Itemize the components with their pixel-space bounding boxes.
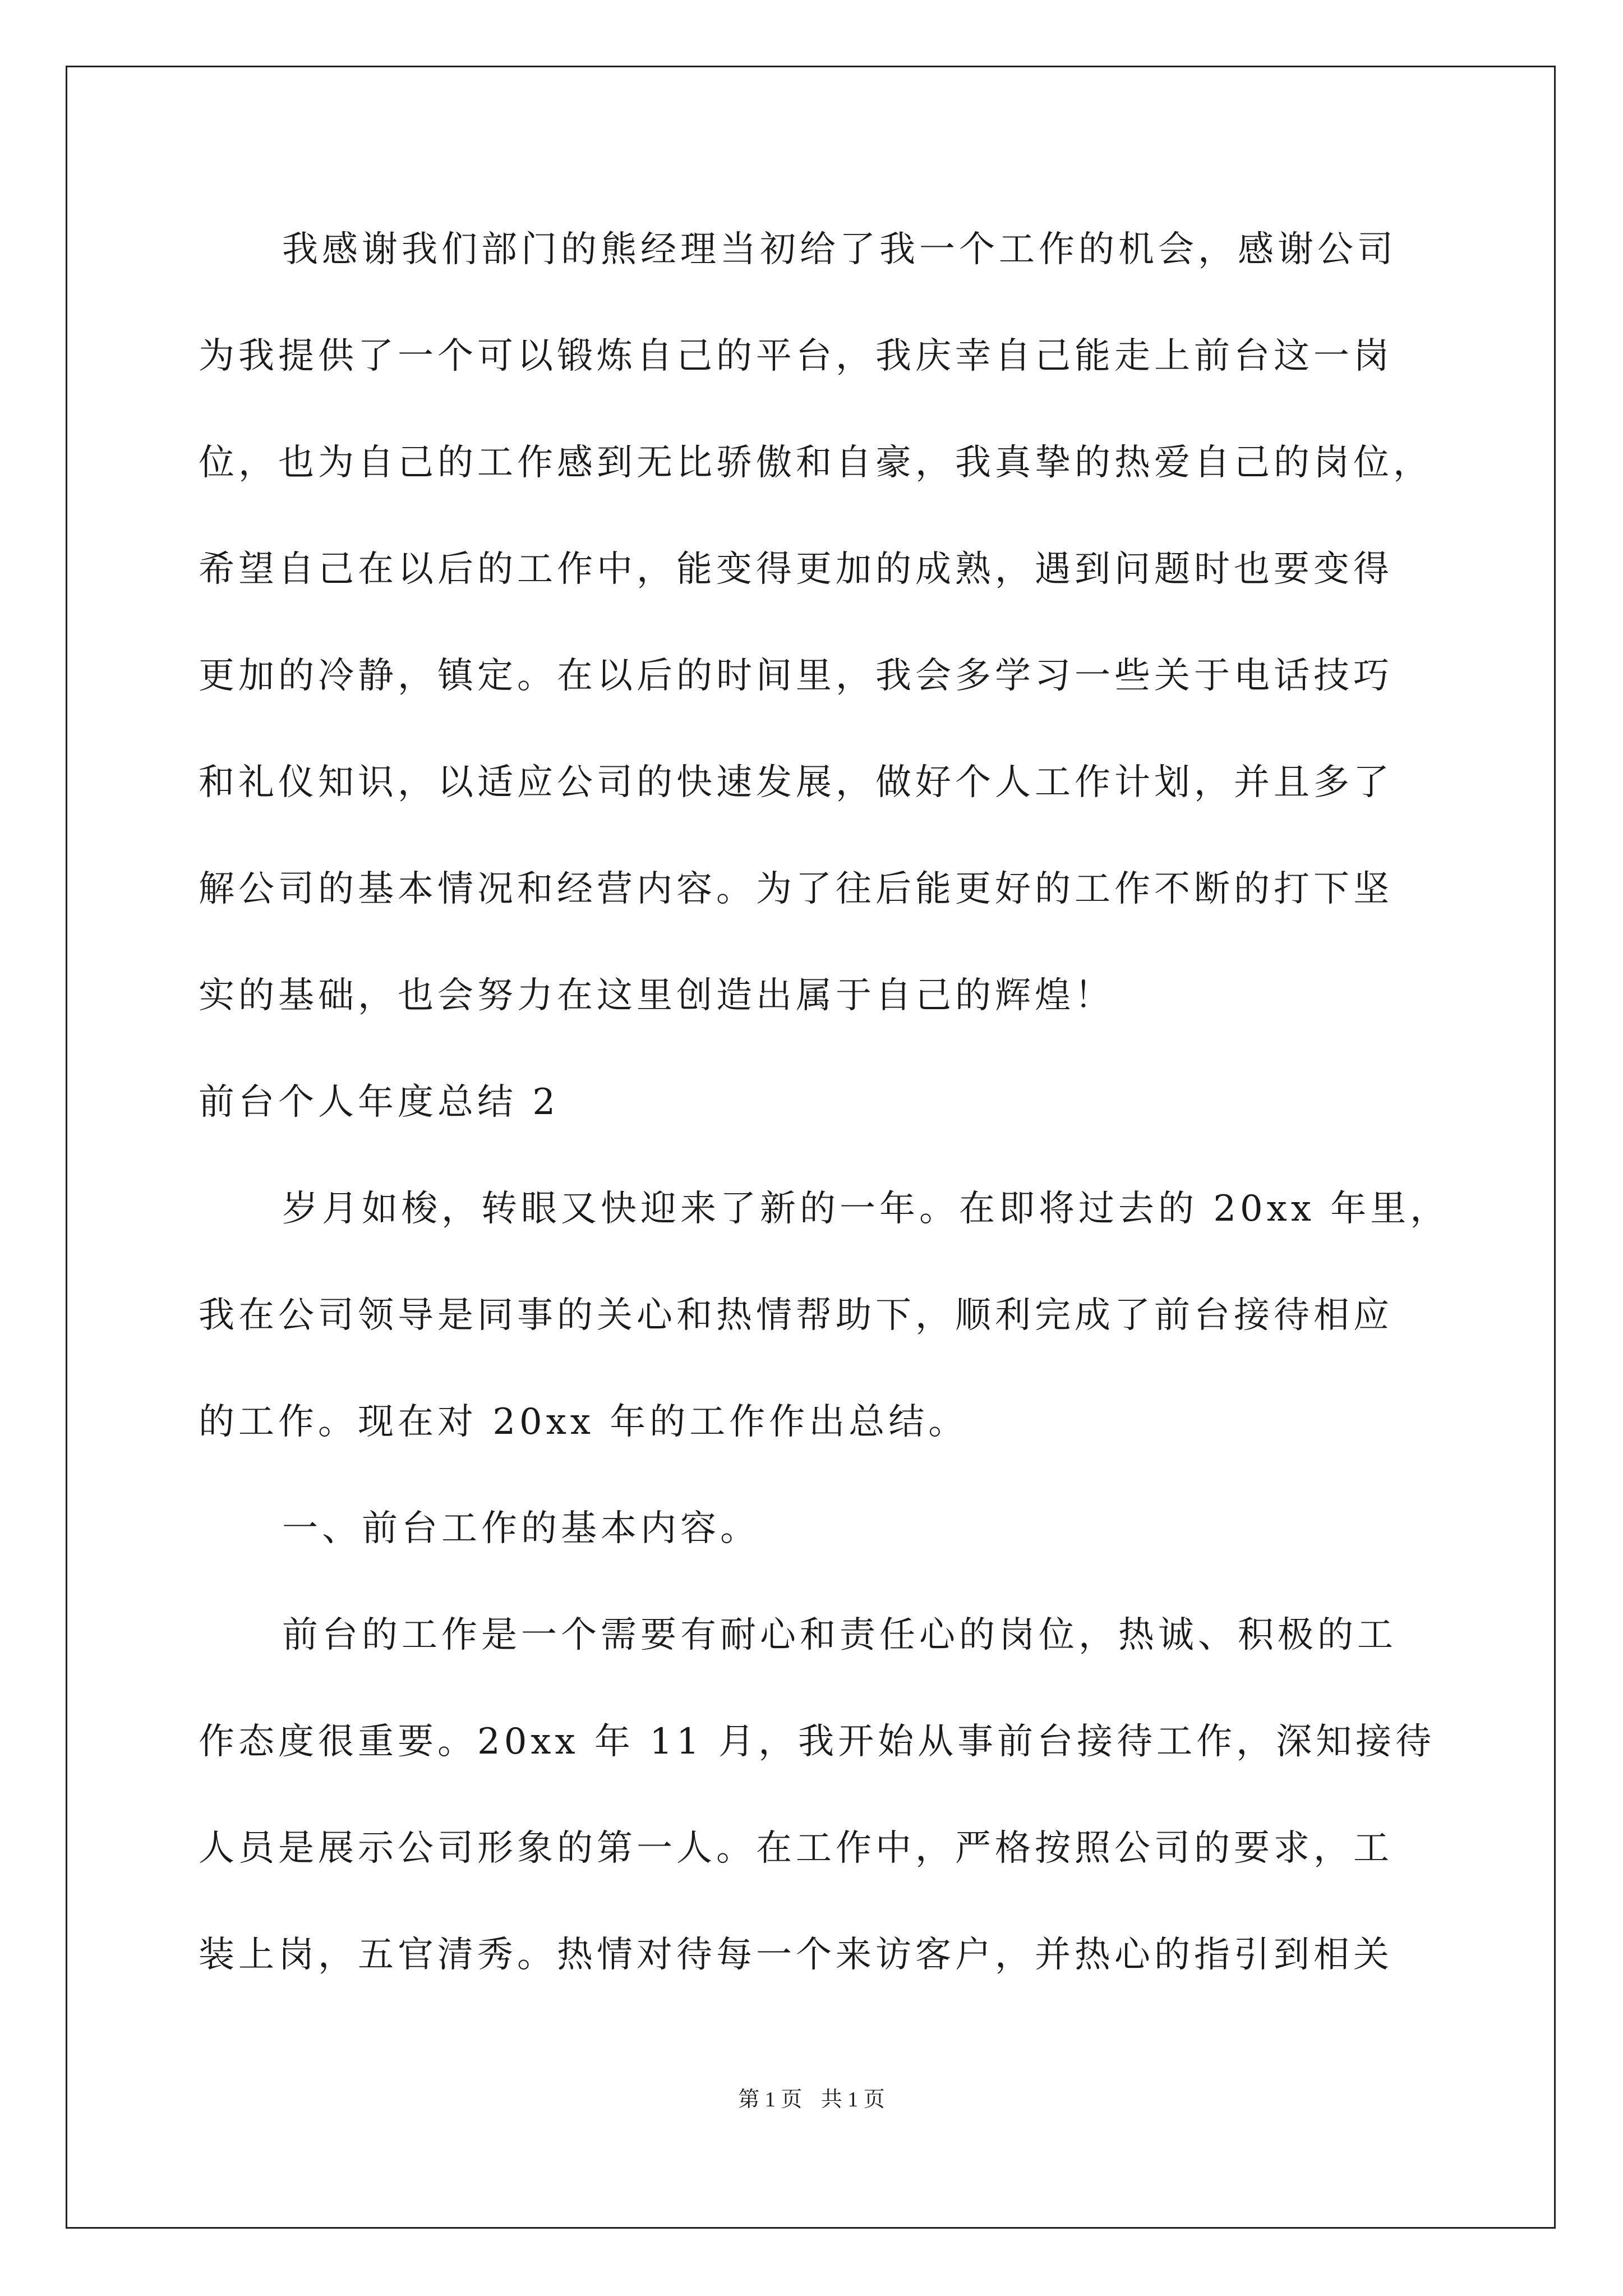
page-footer (0, 2086, 1623, 2114)
paragraph-line: 解公司的基本情况和经营内容。为了往后能更好的工作不断的打下坚 (199, 868, 1393, 910)
paragraph-line: 实的基础，也会努力在这里创造出属于自己的辉煌！ (199, 975, 1114, 1016)
paragraph-line: 为我提供了一个可以锻炼自己的平台，我庆幸自己能走上前台这一岗 (199, 335, 1393, 377)
paragraph-line: 装上岗，五官清秀。热情对待每一个来访客户，并热心的指引到相关 (199, 1934, 1393, 1976)
paragraph-line: 我在公司领导是同事的关心和热情帮助下，顺利完成了前台接待相应 (199, 1295, 1393, 1336)
paragraph-line: 和礼仪知识，以适应公司的快速发展，做好个人工作计划，并且多了 (199, 762, 1393, 803)
section-heading: 前台个人年度总结 2 (199, 1082, 560, 1123)
paragraph-line: 前台的工作是一个需要有耐心和责任心的岗位，热诚、积极的工 (282, 1614, 1397, 1656)
paragraph-line: 人员是展示公司形象的第一人。在工作中，严格按照公司的要求，工 (199, 1828, 1393, 1869)
page-number: 第 1 页 (738, 2088, 803, 2111)
paragraph-line: 位，也为自己的工作感到无比骄傲和自豪，我真挚的热爱自己的岗位， (199, 442, 1433, 484)
paragraph-line: 希望自己在以后的工作中，能变得更加的成熟，遇到问题时也要变得 (199, 549, 1393, 590)
paragraph-line: 的工作。现在对 20xx 年的工作作出总结。 (199, 1401, 969, 1443)
page-total: 共 1 页 (820, 2088, 885, 2111)
page-border (66, 66, 1556, 2229)
paragraph-line: 我感谢我们部门的熊经理当初给了我一个工作的机会，感谢公司 (282, 229, 1397, 270)
subsection-heading: 一、前台工作的基本内容。 (282, 1508, 760, 1549)
paragraph-line: 岁月如梭，转眼又快迎来了新的一年。在即将过去的 20xx 年里， (282, 1188, 1450, 1230)
paragraph-line: 作态度很重要。20xx 年 11 月，我开始从事前台接待工作，深知接待 (199, 1721, 1436, 1763)
paragraph-line: 更加的冷静，镇定。在以后的时间里，我会多学习一些关于电话技巧 (199, 655, 1393, 697)
